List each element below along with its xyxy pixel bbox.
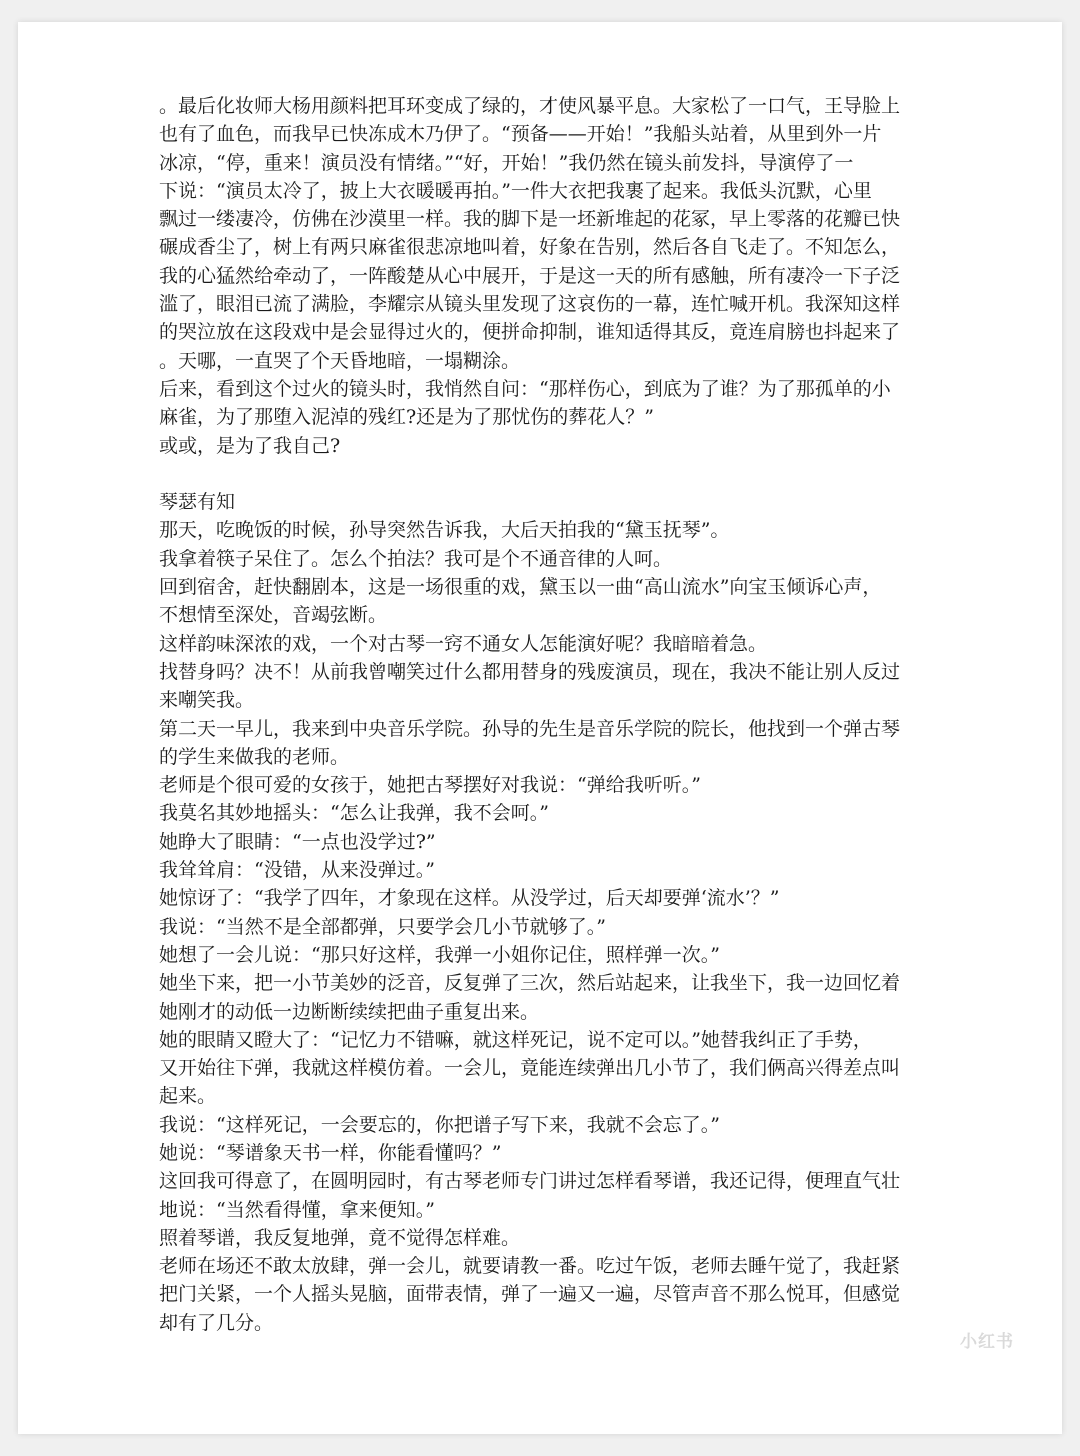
- document-body: [159, 92, 939, 1337]
- text-line: 照着琴谱，我反复地弹，竟不觉得怎样难。: [159, 1226, 521, 1249]
- text-line: 她惊讶了：“我学了四年，才象现在这样。从没学过，后天却要弹‘流水’？”: [159, 887, 780, 910]
- text-line: 却有了几分。: [159, 1311, 274, 1334]
- text-line: 找替身吗？决不！从前我曾嘲笑过什么都用替身的残废演员，现在，我决不能让别人反过: [159, 660, 901, 683]
- text-line: 我说：“当然不是全部都弹，只要学会几小节就够了。”: [159, 915, 606, 938]
- text-line: 的哭泣放在这段戏中是会显得过火的，便拼命抑制，谁知适得其反，竟连肩膀也抖起来了: [159, 321, 901, 344]
- text-line: 或或，是为了我自己?: [159, 434, 341, 457]
- text-line: 她的眼睛又瞪大了：“记忆力不错嘛，就这样死记，说不定可以。”她替我纠正了手势，: [159, 1028, 872, 1051]
- text-line: 地说：“当然看得懂，拿来便知。”: [159, 1198, 435, 1221]
- text-line: 老师在场还不敢太放肆，弹一会儿，就要请教一番。吃过午饭，老师去睡午觉了，我赶紧: [159, 1255, 901, 1278]
- text-line: 我的心猛然给牵动了，一阵酸楚从心中展开，于是这一天的所有感触，所有凄冷一下子泛: [159, 264, 901, 287]
- text-line: 我拿着筷子呆住了。怎么个拍法？我可是个不通音律的人呵。: [159, 547, 673, 570]
- text-line: 的学生来做我的老师。: [159, 745, 350, 768]
- text-line: 她刚才的动低一边断断续续把曲子重复出来。: [159, 1000, 540, 1023]
- section-heading: 琴瑟有知: [159, 491, 236, 514]
- text-line: 第二天一早儿，我来到中央音乐学院。孙导的先生是音乐学院的院长，他找到一个弹古琴: [159, 717, 901, 740]
- text-line: 。最后化妆师大杨用颜料把耳环变成了绿的，才使风暴平息。大家松了一口气，王导脸上: [159, 95, 901, 117]
- text-line: 碾成香尘了，树上有两只麻雀很悲凉地叫着，好象在告别，然后各自飞走了。不知怎么，: [159, 236, 901, 259]
- text-line: 后来，看到这个过火的镜头时，我悄然自问：“那样伤心，到底为了谁？为了那孤单的小: [159, 377, 891, 400]
- text-line: 这回我可得意了，在圆明园时，有古琴老师专门讲过怎样看琴谱，我还记得，便理直气壮: [159, 1170, 901, 1193]
- text-line: 老师是个很可爱的女孩于，她把古琴摆好对我说：“弹给我听听。”: [159, 774, 701, 797]
- text-line: 把门关紧，一个人摇头晃脑，面带表情，弹了一遍又一遍，尽管声音不那么悦耳，但感觉: [159, 1283, 901, 1306]
- blank-line: [159, 460, 939, 488]
- text-line: 。天哪，一直哭了个天昏地暗，一塌糊涂。: [159, 349, 521, 372]
- text-line: 飘过一缕凄冷，仿佛在沙漠里一样。我的脚下是一坯新堆起的花冢，早上零落的花瓣已快: [159, 208, 901, 231]
- text-line: 她说：“琴谱象天书一样，你能看懂吗？”: [159, 1141, 502, 1164]
- text-line: 来嘲笑我。: [159, 689, 255, 712]
- text-line: 麻雀，为了那堕入泥淖的残红?还是为了那忧伤的葬花人？”: [159, 406, 654, 429]
- text-line: 又开始往下弹，我就这样模仿着。一会儿，竟能连续弹出几小节了，我们俩高兴得差点叫: [159, 1057, 901, 1080]
- text-line: 我莫名其妙地摇头：“怎么让我弹，我不会呵。”: [159, 802, 549, 825]
- text-line: 我耸耸肩：“没错，从来没弹过。”: [159, 859, 435, 882]
- document-page: [18, 22, 1062, 1434]
- text-line: 我说：“这样死记，一会要忘的，你把谱子写下来，我就不会忘了。”: [159, 1113, 720, 1136]
- text-line: 她想了一会儿说：“那只好这样，我弹一小姐你记住，照样弹一次。”: [159, 943, 720, 966]
- text-line: 她坐下来，把一小节美妙的泛音，反复弹了三次，然后站起来，让我坐下，我一边回忆着: [159, 972, 901, 995]
- watermark-logo: 小红书: [942, 1318, 1032, 1360]
- text-line: 不想情至深处，音竭弦断。: [159, 604, 388, 627]
- text-line: 冰凉，“停，重来！演员没有情绪。”“好，开始！”我仍然在镜头前发抖，导演停了一: [159, 151, 854, 174]
- text-line: 滥了，眼泪已流了满脸，李耀宗从镜头里发现了这哀伤的一幕，连忙喊开机。我深知这样: [159, 293, 901, 316]
- text-line: 下说：“演员太冷了，披上大衣暖暖再拍。”一件大衣把我裹了起来。我低头沉默，心里: [159, 179, 872, 202]
- text-line: 她睁大了眼睛：“一点也没学过?”: [159, 830, 436, 853]
- text-line: 这样韵味深浓的戏，一个对古琴一窍不通女人怎能演好呢？我暗暗着急。: [159, 632, 768, 655]
- text-line: 回到宿舍，赶快翻剧本，这是一场很重的戏，黛玉以一曲“高山流水”向宝玉倾诉心声，: [159, 576, 882, 599]
- text-line: 也有了血色，而我早已快冻成木乃伊了。“预备——开始！”我船头站着，从里到外一片: [159, 123, 882, 146]
- text-line: 那天，吃晚饭的时候，孙导突然告诉我，大后天拍我的“黛玉抚琴”。: [159, 519, 730, 542]
- text-line: 起来。: [159, 1085, 217, 1108]
